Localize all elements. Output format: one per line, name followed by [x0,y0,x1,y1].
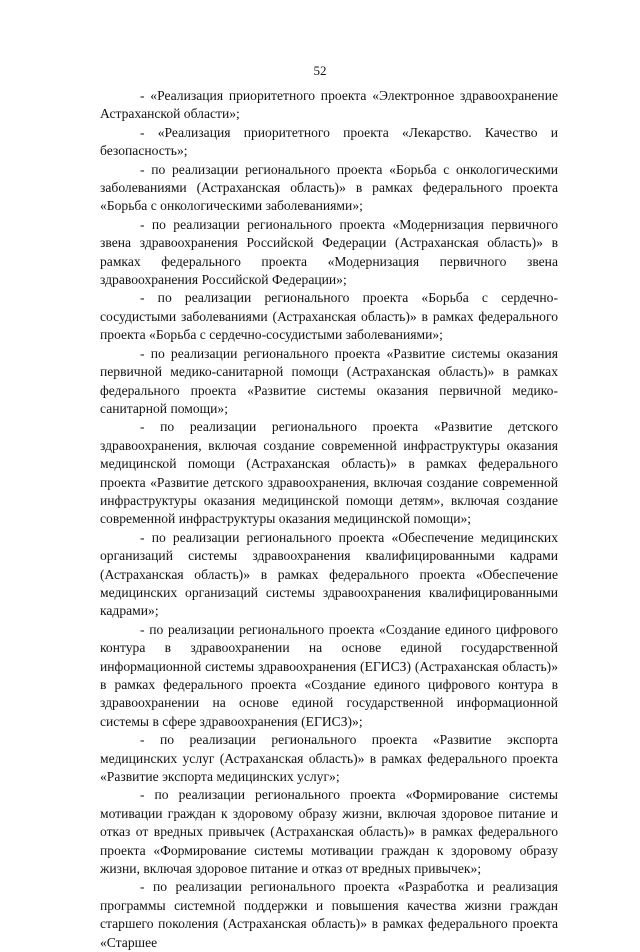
list-item-paragraph: - по реализации регионального проекта «Борьба с сердечно-сосудистыми заболеваниями (Астраханская область)» в рамках федерального проекта «Борьба с сердечно-сосудистыми заболеваниями»; [100,290,558,343]
list-item-paragraph: - по реализации регионального проекта «Развитие экспорта медицинских услуг (Астраханская область)» в рамках федерального проекта «Развитие экспорта медицинских услуг»; [100,732,558,785]
list-item-paragraph: - по реализации регионального проекта «Борьба с онкологическими заболеваниями (Астраханская область)» в рамках федерального проекта «Борьба с онкологическими заболеваниями»; [100,161,558,214]
list-item-paragraph: - по реализации регионального проекта «Развитие системы оказания первичной медико-санитарной помощи (Астраханская область)» в рамках федерального проекта «Развитие системы оказания первичной медико-санитарной помощи»; [100,345,558,416]
list-item-paragraph: - «Реализация приоритетного проекта «Лекарство. Качество и безопасность»; [100,124,558,159]
list-item-paragraph: - по реализации регионального проекта «Модернизация первичного звена здравоохранения Российской Федерации (Астраханская область)» в рамках федерального проекта «Модернизация первичного звена здравоохранения Российской Федерации»; [100,216,558,288]
list-item-paragraph: - по реализации регионального проекта «Развитие детского здравоохранения, включая создание современной инфраструктуры оказания медицинской помощи (Астраханская область)» в рамках федерального проекта «Развитие детского здравоохранения, включая создание современной инфраструктуры оказания медицинской помощи детям», включая создание современной инфраструктуры оказания медицинской помощи»; [100,419,558,527]
list-item-paragraph: - «Реализация приоритетного проекта «Электронное здравоохранение Астраханской области»; [100,88,558,122]
document-body [100,87,558,952]
list-item-paragraph: - по реализации регионального проекта «Создание единого цифрового контура в здравоохранении на основе единой государственной информационной системы здравоохранения (ЕГИСЗ) (Астраханская область)» в рамках федерального проекта «Создание единого цифрового контура в здравоохранении на основе единой государственной информационной системы в сфере здравоохранения (ЕГИСЗ)»; [100,621,558,729]
list-item-paragraph: - по реализации регионального проекта «Обеспечение медицинских организаций системы здравоохранения квалифицированными кадрами (Астраханская область)» в рамках федерального проекта «Обеспечение медицинских организаций системы здравоохранения квалифицированными кадрами»; [100,529,558,619]
list-item-paragraph: - по реализации регионального проекта «Разработка и реализация программы системной поддержки и повышения качества жизни граждан старшего поколения (Астраханская область)» в рамках федерального проекта «Старшее [100,879,558,950]
list-item-paragraph: - по реализации регионального проекта «Формирование системы мотивации граждан к здоровому образу жизни, включая здоровое питание и отказ от вредных привычек (Астраханская область)» в рамках федерального проекта «Формирование системы мотивации граждан к здоровому образу жизни, включая здоровое питание и отказ от вредных привычек»; [100,787,558,877]
page-number: 52 [313,63,327,78]
